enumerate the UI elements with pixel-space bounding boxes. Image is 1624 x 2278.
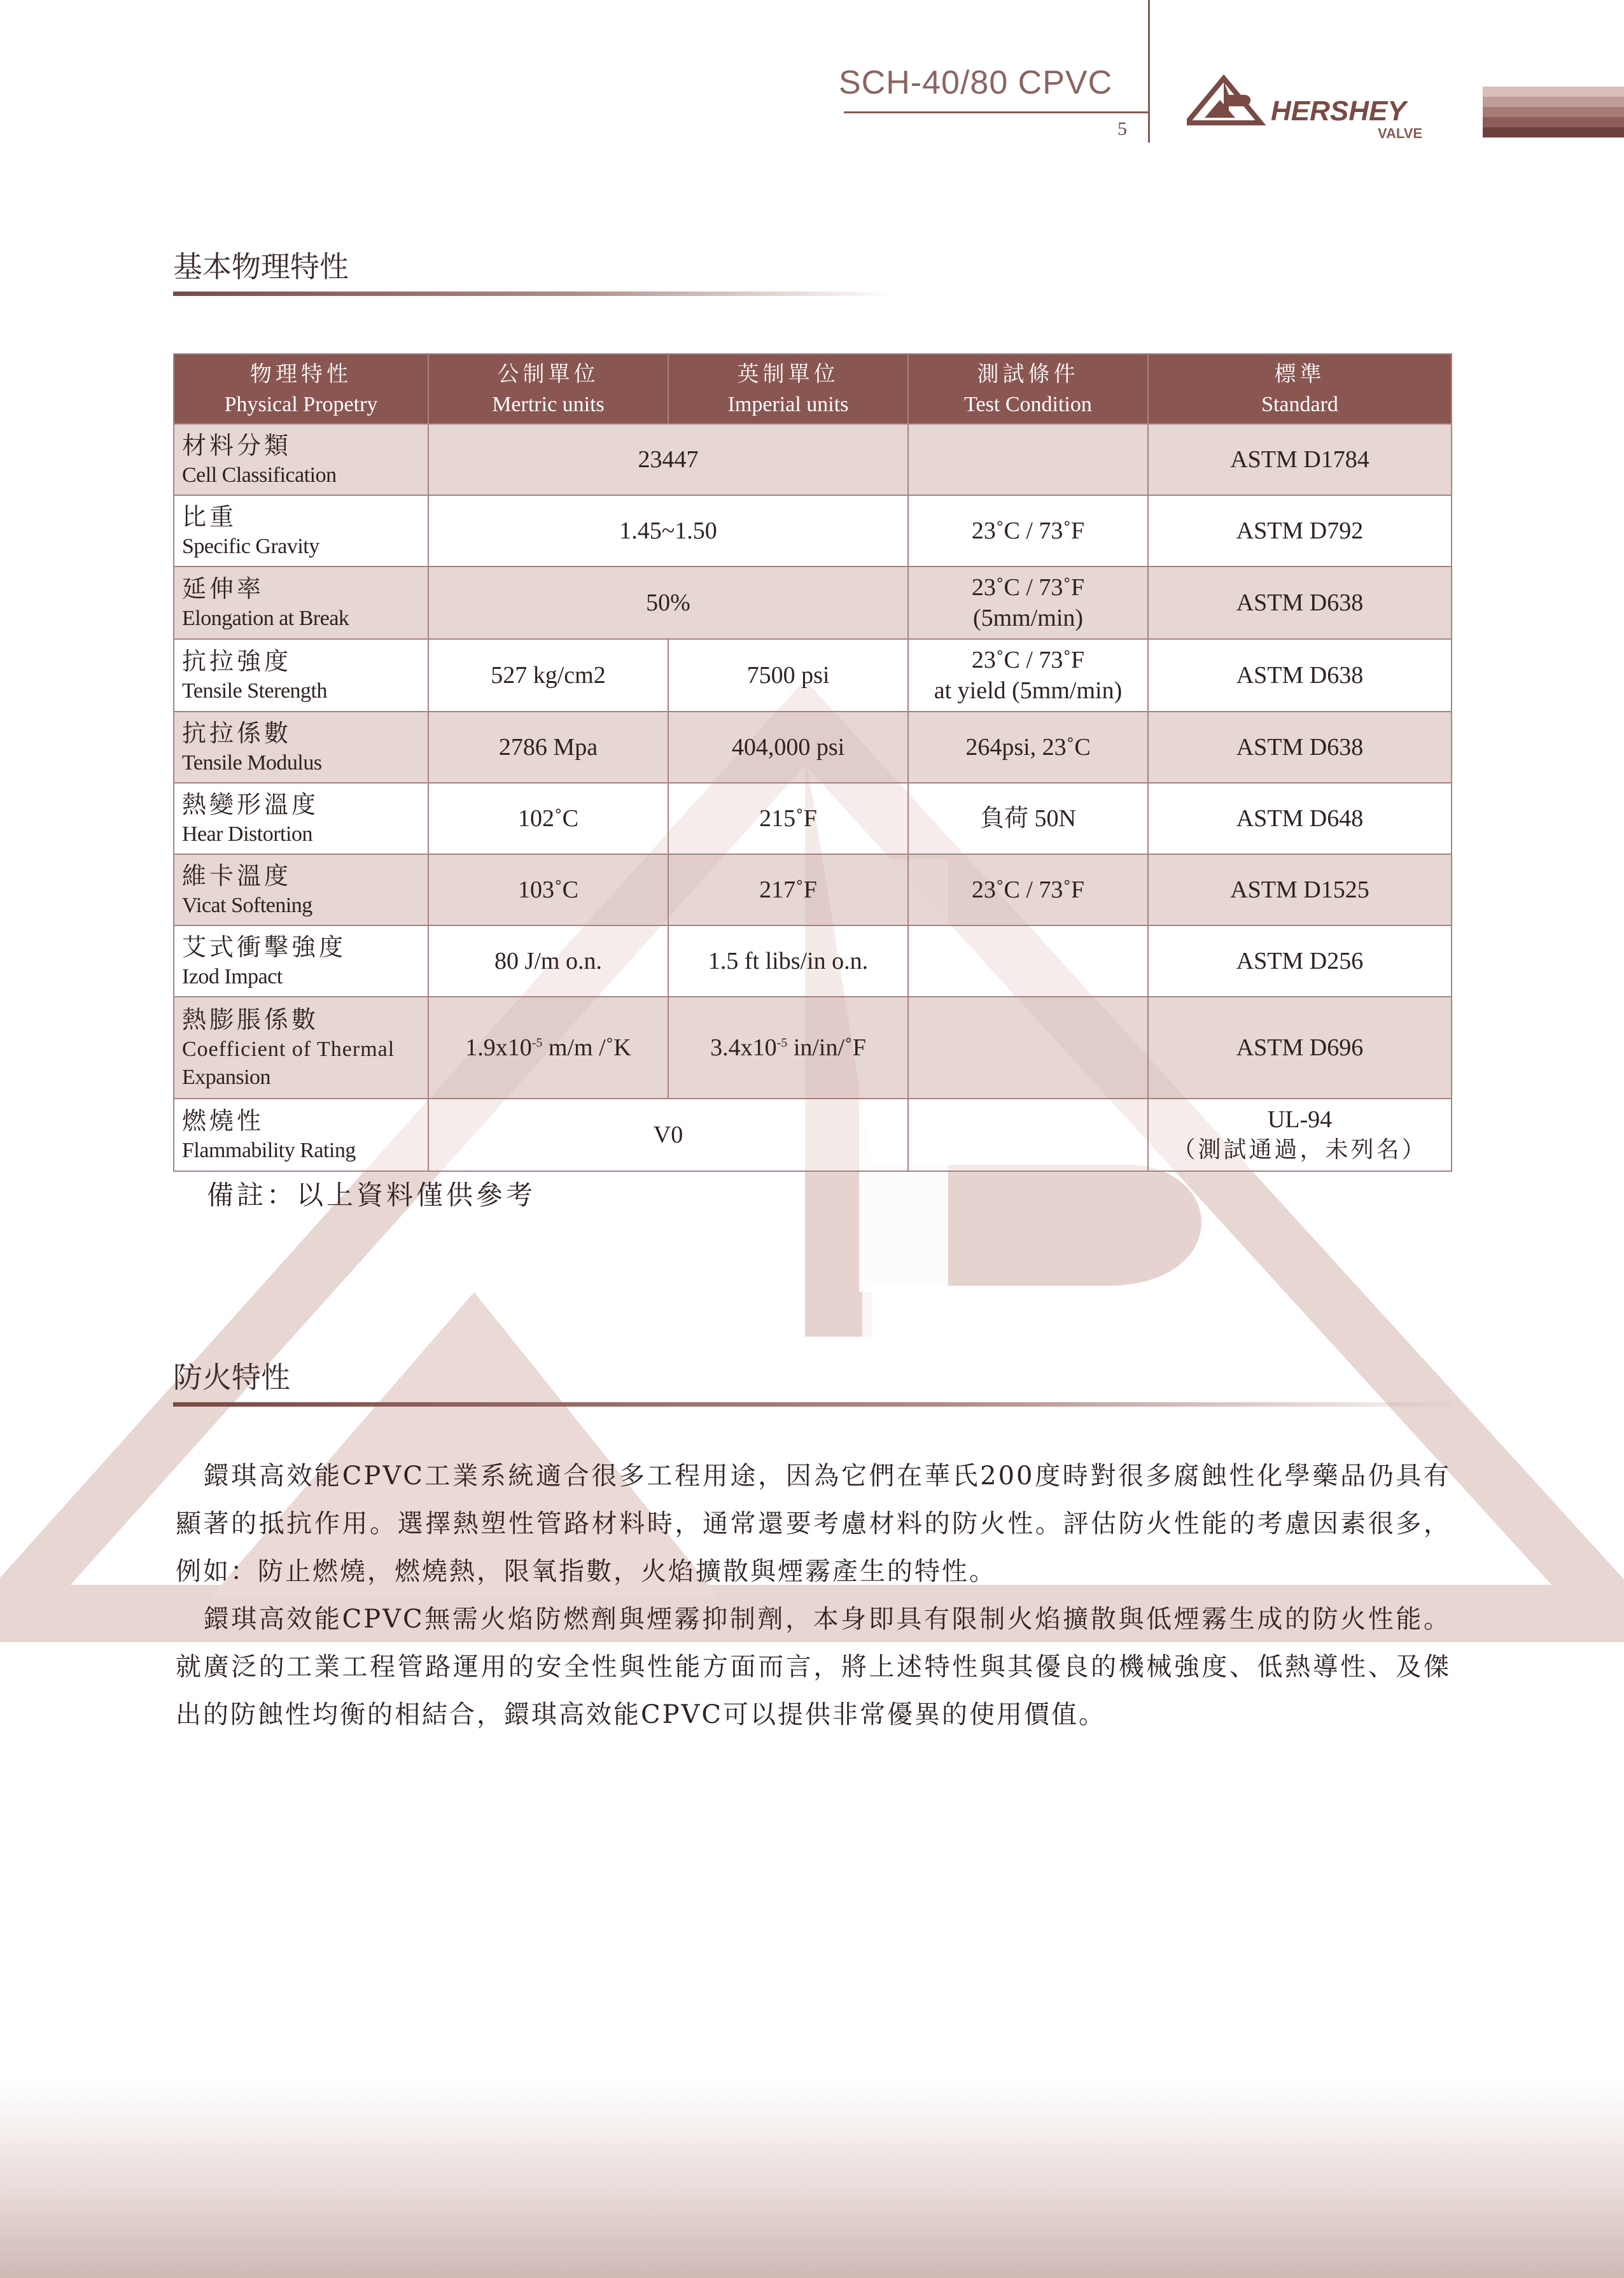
standard-cell: ASTM D1525 (1148, 854, 1452, 925)
standard-cell: UL-94 （測試通過，未列名） (1148, 1099, 1452, 1171)
document-title: SCH-40/80 CPVC (839, 64, 1113, 101)
test-condition-cell: 23˚C / 73˚F (908, 854, 1148, 925)
property-cell: 延伸率 Elongation at Break (174, 566, 428, 639)
metric-cell: 80 J/m o.n. (428, 925, 668, 997)
table-row (174, 925, 1452, 997)
test-condition-cell: 負荷 50N (908, 783, 1148, 854)
header-divider (1148, 0, 1150, 143)
standard-cell: ASTM D1784 (1148, 424, 1452, 495)
test-condition-cell (908, 925, 1148, 997)
fire-paragraph-1: 鐶琪高效能CPVC工業系統適合很多工程用途，因為它們在華氏200度時對很多腐蝕性化學藥品仍具有顯著的抵抗作用。選擇熱塑性管路材料時，通常還要考慮材料的防火性。評估防火性能的考慮因素很多，例如：防止燃燒，燃燒熱，限氧指數，火焰擴散與煙霧產生的特性。 (176, 1461, 1451, 1586)
logo-subwordmark: VALVE (1378, 125, 1423, 141)
column-header: 物理特性 Physical Propetry (174, 354, 428, 424)
value-cell: 23447 (428, 424, 908, 495)
imperial-cell: 404,000 psi (668, 712, 908, 783)
page-number: 5 (1117, 118, 1127, 139)
property-cell: 抗拉強度 Tensile Sterength (174, 639, 428, 712)
section-underline (173, 292, 892, 296)
metric-cell: 527 kg/cm2 (428, 639, 668, 712)
table-row (174, 424, 1452, 495)
table-row (174, 1099, 1452, 1171)
column-header: 公制單位 Mertric units (428, 354, 668, 424)
imperial-cell: 217˚F (668, 854, 908, 925)
standard-cell: ASTM D696 (1148, 997, 1452, 1099)
table-row (174, 854, 1452, 925)
metric-cell: 2786 Mpa (428, 712, 668, 783)
imperial-cell: 7500 psi (668, 639, 908, 712)
property-cell: 燃燒性 Flammability Rating (174, 1099, 428, 1171)
metric-cell: $1.9x10^{-5}$ m/m /˚K (428, 997, 668, 1099)
imperial-cell: 215˚F (668, 783, 908, 854)
standard-cell: ASTM D638 (1148, 566, 1452, 639)
column-header: 標準 Standard (1148, 354, 1452, 424)
standard-cell: ASTM D638 (1148, 712, 1452, 783)
property-cell: 熱膨脹係數 Coefficient of Thermal Expansion (174, 997, 428, 1099)
value-cell: V0 (428, 1099, 908, 1171)
header-color-stripes (1483, 87, 1624, 137)
table-row (174, 639, 1452, 712)
standard-cell: ASTM D792 (1148, 495, 1452, 566)
metric-cell: 103˚C (428, 854, 668, 925)
property-cell: 比重 Specific Gravity (174, 495, 428, 566)
test-condition-cell (908, 997, 1148, 1099)
standard-cell: ASTM D256 (1148, 925, 1452, 997)
metric-cell: 102˚C (428, 783, 668, 854)
hershey-logo (1187, 73, 1448, 143)
property-cell: 維卡溫度 Vicat Softening (174, 854, 428, 925)
test-condition-cell: 264psi, 23˚C (908, 712, 1148, 783)
property-cell: 材料分類 Cell Classification (174, 424, 428, 495)
table-row (174, 495, 1452, 566)
property-cell: 艾式衝擊強度 Izod Impact (174, 925, 428, 997)
table-row (174, 783, 1452, 854)
logo-wordmark: HERSHEY (1271, 95, 1406, 127)
section-underline (173, 1402, 1451, 1407)
physical-properties-table (173, 353, 1452, 1172)
column-header: 英制單位 Imperial units (668, 354, 908, 424)
test-condition-cell: 23˚C / 73˚F at yield (5mm/min) (908, 639, 1148, 712)
value-cell: 1.45~1.50 (428, 495, 908, 566)
table-note: 備註：以上資料僅供參考 (207, 1179, 536, 1211)
column-header: 測試條件 Test Condition (908, 354, 1148, 424)
table-row (174, 566, 1452, 639)
test-condition-cell: 23˚C / 73˚F (5mm/min) (908, 566, 1148, 639)
standard-cell: ASTM D648 (1148, 783, 1452, 854)
section-heading-physical-properties: 基本物理特性 (173, 250, 349, 284)
section-heading-fire-properties: 防火特性 (173, 1360, 290, 1395)
imperial-cell: $3.4x10^{-5}$ in/in/˚F (668, 997, 908, 1099)
table-row (174, 712, 1452, 783)
value-cell: 50% (428, 566, 908, 639)
standard-cell: ASTM D638 (1148, 639, 1452, 712)
test-condition-cell (908, 424, 1148, 495)
test-condition-cell (908, 1099, 1148, 1171)
table-row (174, 997, 1452, 1099)
table-header-row (174, 354, 1452, 424)
test-condition-cell: 23˚C / 73˚F (908, 495, 1148, 566)
fire-paragraph-2: 鐶琪高效能CPVC無需火焰防燃劑與煙霧抑制劑，本身即具有限制火焰擴散與低煙霧生成的防火性能。就廣泛的工業工程管路運用的安全性與性能方面而言，將上述特性與其優良的機械強度、低熱導性、及傑出的防蝕性均衡的相結合，鐶琪高效能CPVC可以提供非常優異的使用價值。 (176, 1605, 1451, 1729)
property-cell: 熱變形溫度 Hear Distortion (174, 783, 428, 854)
title-underline (844, 111, 1149, 113)
property-cell: 抗拉係數 Tensile Modulus (174, 712, 428, 783)
imperial-cell: 1.5 ft libs/in o.n. (668, 925, 908, 997)
